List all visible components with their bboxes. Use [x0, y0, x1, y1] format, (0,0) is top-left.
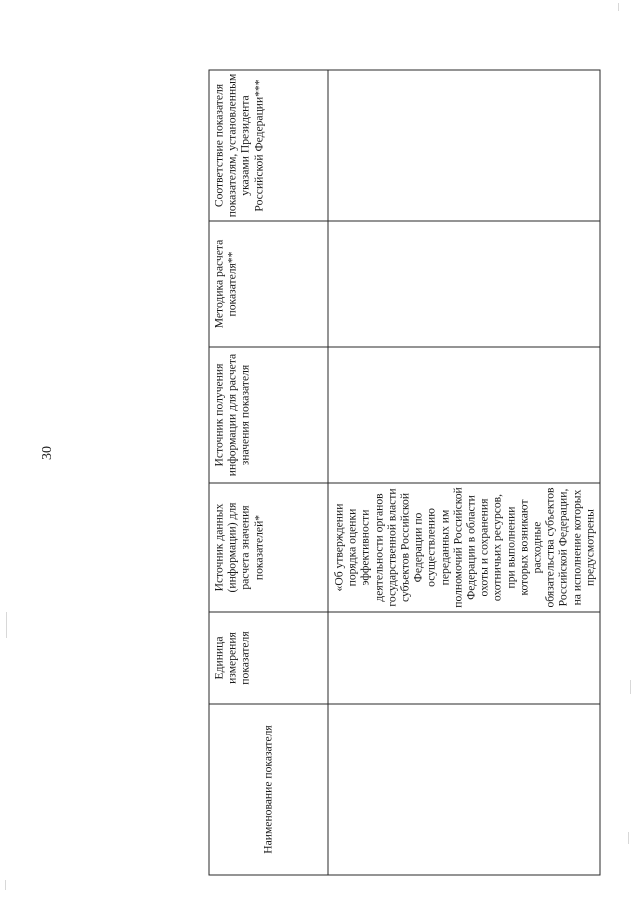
- header-data-source: Источник данных (информации) для расчета значения показателей*: [209, 483, 328, 612]
- table-header-row: [209, 70, 328, 875]
- cell-compliance: [328, 70, 600, 221]
- cell-unit: [328, 612, 600, 704]
- header-method: Методика расчета показателя**: [209, 221, 328, 347]
- cell-data-source: «Об утверждении порядка оценки эффективности деятельности органов государственной власти субъектов Российской Федерации по осуществлению переданных им полномочий Российской Федерации в области охоты и сохранения охотничьих ресурсов, при выполнении которых возникают расходные обязательства субъектов Российской Федерации, на исполнение которых предусмотрены: [328, 483, 600, 612]
- cell-indicator-name: [328, 704, 600, 875]
- cell-info-source: [328, 347, 600, 483]
- indicator-table-wrapper: [209, 71, 597, 876]
- header-indicator-name: Наименование показателя: [209, 704, 328, 875]
- header-info-source: Источник получения информации для расчета значения показателя: [209, 347, 328, 483]
- header-unit: Единица измерения показателя: [209, 612, 328, 704]
- cell-method: [328, 221, 600, 347]
- table-row: [328, 70, 600, 875]
- header-compliance: Соответствие показателя показателям, установленным указами Президента Российской Федерации***: [209, 70, 328, 221]
- indicator-table: [209, 70, 601, 876]
- page-number: 30: [40, 446, 55, 460]
